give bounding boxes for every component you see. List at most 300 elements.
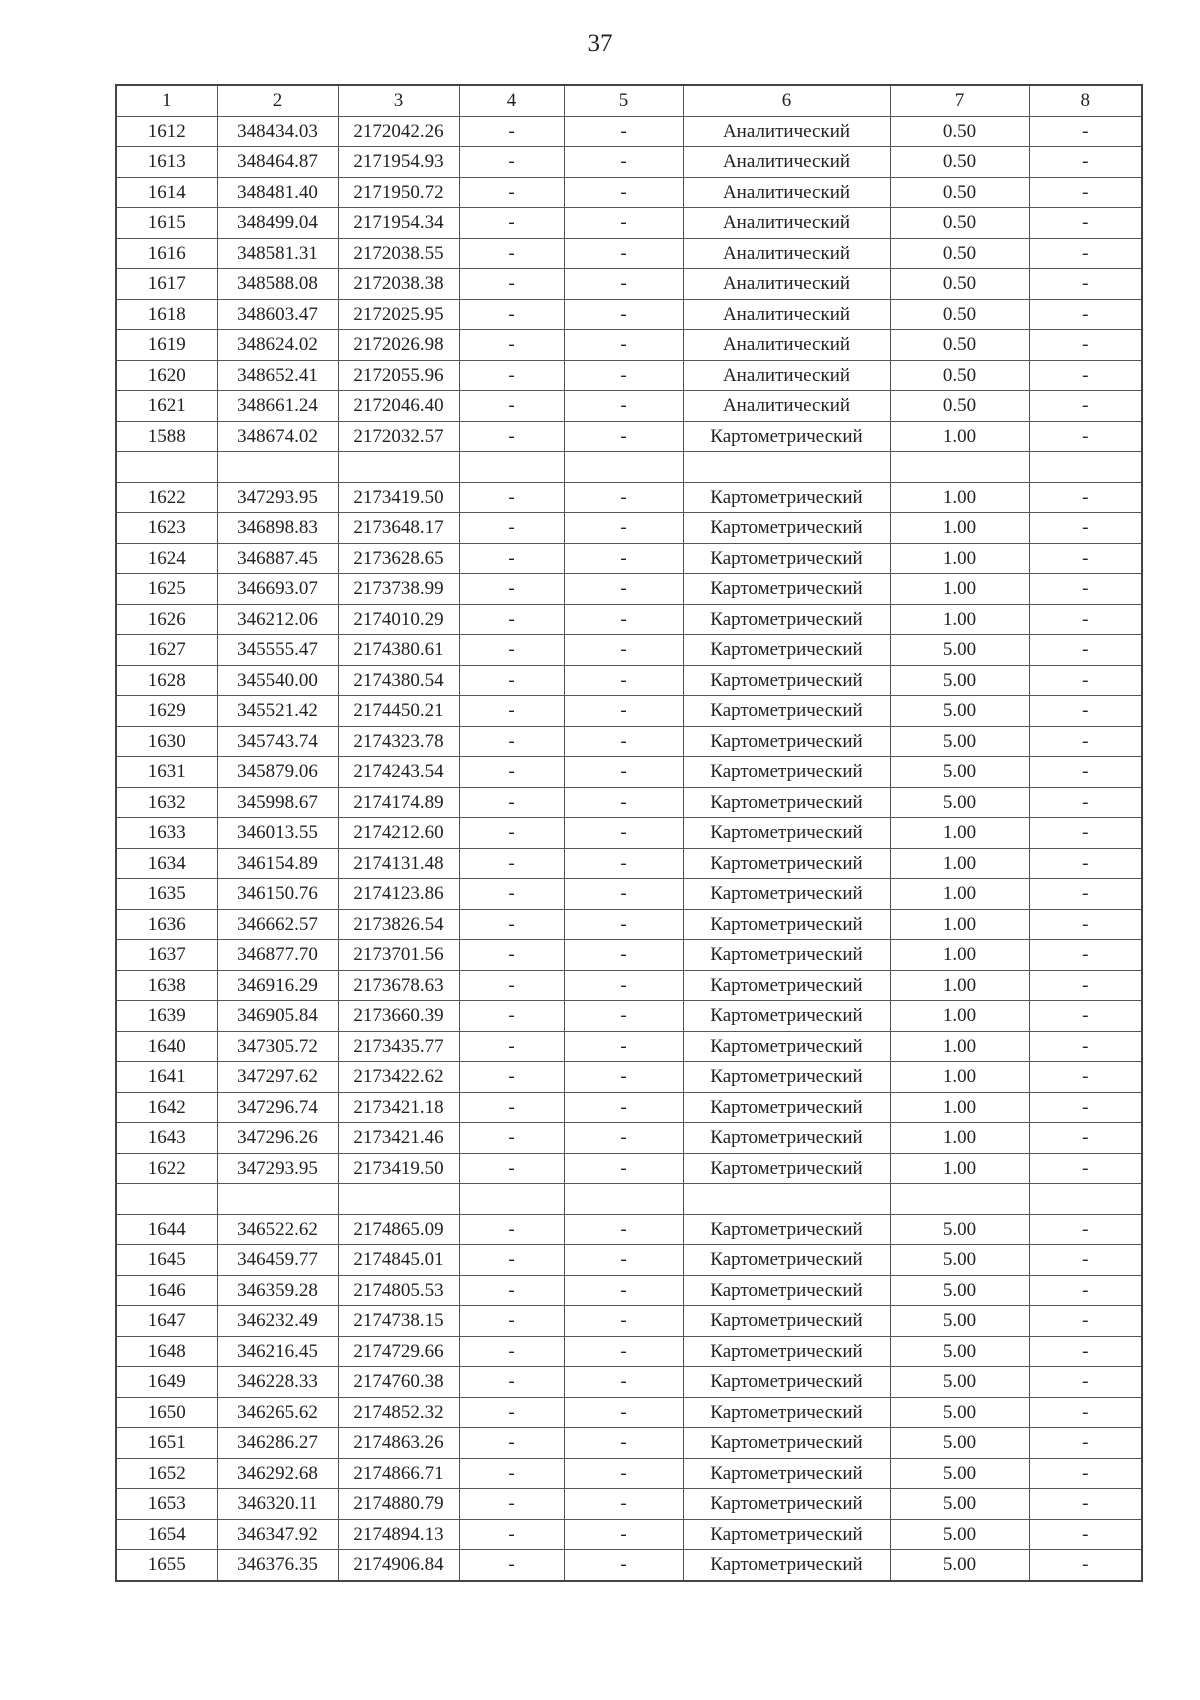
- method-cell: Картометрический: [683, 696, 890, 727]
- col-4-cell: -: [459, 1550, 564, 1581]
- col-8-cell: -: [1029, 1123, 1142, 1154]
- col-5-cell: [564, 1184, 683, 1215]
- x-coordinate-cell: 347296.26: [217, 1123, 338, 1154]
- y-coordinate-cell: 2173421.18: [338, 1092, 459, 1123]
- y-coordinate-cell: 2172038.38: [338, 269, 459, 300]
- method-cell: Аналитический: [683, 116, 890, 147]
- col-8-cell: -: [1029, 1092, 1142, 1123]
- point-number-cell: 1637: [116, 940, 217, 971]
- y-coordinate-cell: 2174010.29: [338, 604, 459, 635]
- col-5-cell: -: [564, 909, 683, 940]
- col-8-cell: -: [1029, 1458, 1142, 1489]
- point-number-cell: 1629: [116, 696, 217, 727]
- accuracy-cell: 1.00: [890, 879, 1029, 910]
- col-8-cell: -: [1029, 421, 1142, 452]
- col-4-cell: -: [459, 269, 564, 300]
- table-row: [116, 818, 1142, 849]
- x-coordinate-cell: 346320.11: [217, 1489, 338, 1520]
- col-8-cell: -: [1029, 940, 1142, 971]
- table-row: [116, 1519, 1142, 1550]
- col-5-cell: [564, 452, 683, 483]
- table-row: [116, 940, 1142, 971]
- col-5-cell: -: [564, 238, 683, 269]
- table-row: [116, 147, 1142, 178]
- x-coordinate-cell: 346905.84: [217, 1001, 338, 1032]
- point-number-cell: 1625: [116, 574, 217, 605]
- accuracy-cell: [890, 1184, 1029, 1215]
- point-number-cell: 1622: [116, 1153, 217, 1184]
- point-number-cell: 1617: [116, 269, 217, 300]
- point-number-cell: 1618: [116, 299, 217, 330]
- accuracy-cell: 5.00: [890, 1336, 1029, 1367]
- method-cell: Картометрический: [683, 1092, 890, 1123]
- accuracy-cell: 1.00: [890, 970, 1029, 1001]
- point-number-cell: 1640: [116, 1031, 217, 1062]
- x-coordinate-cell: 345540.00: [217, 665, 338, 696]
- y-coordinate-cell: 2171950.72: [338, 177, 459, 208]
- x-coordinate-cell: 347297.62: [217, 1062, 338, 1093]
- col-8-cell: -: [1029, 1275, 1142, 1306]
- col-4-cell: -: [459, 970, 564, 1001]
- accuracy-cell: 0.50: [890, 299, 1029, 330]
- accuracy-cell: 0.50: [890, 238, 1029, 269]
- point-number-cell: 1634: [116, 848, 217, 879]
- accuracy-cell: 5.00: [890, 1367, 1029, 1398]
- col-8-cell: -: [1029, 330, 1142, 361]
- accuracy-cell: 0.50: [890, 116, 1029, 147]
- col-5-cell: -: [564, 665, 683, 696]
- point-number-cell: 1624: [116, 543, 217, 574]
- point-number-cell: 1616: [116, 238, 217, 269]
- table-row: [116, 543, 1142, 574]
- x-coordinate-cell: 347293.95: [217, 482, 338, 513]
- y-coordinate-cell: 2174174.89: [338, 787, 459, 818]
- col-4-cell: -: [459, 421, 564, 452]
- table-row: [116, 848, 1142, 879]
- point-number-cell: 1635: [116, 879, 217, 910]
- col-8-cell: -: [1029, 1550, 1142, 1581]
- accuracy-cell: 5.00: [890, 1245, 1029, 1276]
- col-8-cell: -: [1029, 1031, 1142, 1062]
- y-coordinate-cell: 2173419.50: [338, 482, 459, 513]
- method-cell: Картометрический: [683, 421, 890, 452]
- col-4-cell: [459, 1184, 564, 1215]
- y-coordinate-cell: 2174805.53: [338, 1275, 459, 1306]
- point-number-cell: 1612: [116, 116, 217, 147]
- col-4-cell: -: [459, 696, 564, 727]
- col-5-cell: -: [564, 421, 683, 452]
- col-8-cell: -: [1029, 1519, 1142, 1550]
- method-cell: Картометрический: [683, 604, 890, 635]
- table-row: [116, 360, 1142, 391]
- method-cell: Аналитический: [683, 330, 890, 361]
- x-coordinate-cell: 346265.62: [217, 1397, 338, 1428]
- point-number-cell: 1650: [116, 1397, 217, 1428]
- col-4-cell: -: [459, 1001, 564, 1032]
- method-cell: Аналитический: [683, 238, 890, 269]
- col-5-cell: -: [564, 330, 683, 361]
- col-4-cell: -: [459, 757, 564, 788]
- method-cell: Аналитический: [683, 391, 890, 422]
- table-row: [116, 116, 1142, 147]
- table-row: [116, 177, 1142, 208]
- col-8-cell: -: [1029, 208, 1142, 239]
- point-number-cell: 1620: [116, 360, 217, 391]
- method-cell: [683, 1184, 890, 1215]
- method-cell: Картометрический: [683, 1306, 890, 1337]
- col-8-cell: -: [1029, 1336, 1142, 1367]
- x-coordinate-cell: 346013.55: [217, 818, 338, 849]
- x-coordinate-cell: 346232.49: [217, 1306, 338, 1337]
- col-8-cell: -: [1029, 726, 1142, 757]
- table-row: [116, 513, 1142, 544]
- col-8-cell: -: [1029, 696, 1142, 727]
- col-4-cell: -: [459, 482, 564, 513]
- x-coordinate-cell: 346216.45: [217, 1336, 338, 1367]
- x-coordinate-cell: 346286.27: [217, 1428, 338, 1459]
- x-coordinate-cell: 346212.06: [217, 604, 338, 635]
- accuracy-cell: 0.50: [890, 391, 1029, 422]
- col-8-cell: -: [1029, 513, 1142, 544]
- table-row: [116, 269, 1142, 300]
- y-coordinate-cell: 2174123.86: [338, 879, 459, 910]
- point-number-cell: 1639: [116, 1001, 217, 1032]
- x-coordinate-cell: [217, 452, 338, 483]
- y-coordinate-cell: 2173421.46: [338, 1123, 459, 1154]
- col-5-cell: -: [564, 543, 683, 574]
- accuracy-cell: [890, 452, 1029, 483]
- y-coordinate-cell: 2174760.38: [338, 1367, 459, 1398]
- x-coordinate-cell: 346887.45: [217, 543, 338, 574]
- col-5-cell: -: [564, 1519, 683, 1550]
- x-coordinate-cell: 345743.74: [217, 726, 338, 757]
- point-number-cell: 1636: [116, 909, 217, 940]
- col-5-cell: -: [564, 848, 683, 879]
- method-cell: Картометрический: [683, 635, 890, 666]
- x-coordinate-cell: 346228.33: [217, 1367, 338, 1398]
- point-number-cell: 1647: [116, 1306, 217, 1337]
- y-coordinate-cell: 2174738.15: [338, 1306, 459, 1337]
- col-8-cell: -: [1029, 1306, 1142, 1337]
- col-8-cell: -: [1029, 177, 1142, 208]
- method-cell: Картометрический: [683, 848, 890, 879]
- col-5-cell: -: [564, 299, 683, 330]
- table-row: [116, 1550, 1142, 1581]
- y-coordinate-cell: 2173660.39: [338, 1001, 459, 1032]
- col-4-cell: -: [459, 330, 564, 361]
- x-coordinate-cell: 348481.40: [217, 177, 338, 208]
- y-coordinate-cell: 2174323.78: [338, 726, 459, 757]
- col-5-cell: -: [564, 1031, 683, 1062]
- y-coordinate-cell: 2171954.93: [338, 147, 459, 178]
- col-8-cell: -: [1029, 238, 1142, 269]
- col-5-cell: -: [564, 1306, 683, 1337]
- method-cell: Картометрический: [683, 879, 890, 910]
- table-row: [116, 604, 1142, 635]
- col-5-cell: -: [564, 147, 683, 178]
- y-coordinate-cell: 2172032.57: [338, 421, 459, 452]
- point-number-cell: 1628: [116, 665, 217, 696]
- y-coordinate-cell: [338, 1184, 459, 1215]
- y-coordinate-cell: 2173435.77: [338, 1031, 459, 1062]
- accuracy-cell: 1.00: [890, 940, 1029, 971]
- y-coordinate-cell: 2172026.98: [338, 330, 459, 361]
- table-row: [116, 1275, 1142, 1306]
- x-coordinate-cell: 348624.02: [217, 330, 338, 361]
- table-row: [116, 1397, 1142, 1428]
- x-coordinate-cell: 348661.24: [217, 391, 338, 422]
- method-cell: Картометрический: [683, 665, 890, 696]
- col-4-cell: -: [459, 818, 564, 849]
- accuracy-cell: 0.50: [890, 360, 1029, 391]
- table-row-separator: [116, 452, 1142, 483]
- coordinates-table: [115, 84, 1143, 1582]
- method-cell: Аналитический: [683, 147, 890, 178]
- column-header-2: 2: [217, 85, 338, 116]
- method-cell: Картометрический: [683, 482, 890, 513]
- method-cell: Картометрический: [683, 1153, 890, 1184]
- x-coordinate-cell: 348588.08: [217, 269, 338, 300]
- method-cell: Картометрический: [683, 1519, 890, 1550]
- method-cell: Аналитический: [683, 177, 890, 208]
- point-number-cell: 1615: [116, 208, 217, 239]
- col-5-cell: -: [564, 1092, 683, 1123]
- col-5-cell: -: [564, 970, 683, 1001]
- point-number-cell: 1655: [116, 1550, 217, 1581]
- col-4-cell: -: [459, 1062, 564, 1093]
- col-4-cell: -: [459, 177, 564, 208]
- col-5-cell: -: [564, 1062, 683, 1093]
- column-header-7: 7: [890, 85, 1029, 116]
- accuracy-cell: 1.00: [890, 574, 1029, 605]
- accuracy-cell: 0.50: [890, 330, 1029, 361]
- col-8-cell: -: [1029, 665, 1142, 696]
- table-body: [116, 85, 1142, 1581]
- accuracy-cell: 1.00: [890, 482, 1029, 513]
- table-row: [116, 1153, 1142, 1184]
- y-coordinate-cell: 2173419.50: [338, 1153, 459, 1184]
- method-cell: Картометрический: [683, 1062, 890, 1093]
- table-row: [116, 482, 1142, 513]
- x-coordinate-cell: 346693.07: [217, 574, 338, 605]
- y-coordinate-cell: 2172038.55: [338, 238, 459, 269]
- y-coordinate-cell: 2174880.79: [338, 1489, 459, 1520]
- col-4-cell: -: [459, 574, 564, 605]
- x-coordinate-cell: 345521.42: [217, 696, 338, 727]
- column-header-1: 1: [116, 85, 217, 116]
- col-8-cell: -: [1029, 879, 1142, 910]
- table-row: [116, 1001, 1142, 1032]
- col-8-cell: -: [1029, 1489, 1142, 1520]
- col-8-cell: -: [1029, 757, 1142, 788]
- x-coordinate-cell: 347296.74: [217, 1092, 338, 1123]
- x-coordinate-cell: 346877.70: [217, 940, 338, 971]
- col-4-cell: -: [459, 604, 564, 635]
- col-4-cell: -: [459, 1336, 564, 1367]
- col-8-cell: -: [1029, 787, 1142, 818]
- column-header-6: 6: [683, 85, 890, 116]
- table-row: [116, 696, 1142, 727]
- table-row: [116, 238, 1142, 269]
- table-header-row: [116, 85, 1142, 116]
- col-4-cell: -: [459, 1092, 564, 1123]
- y-coordinate-cell: 2173701.56: [338, 940, 459, 971]
- col-4-cell: -: [459, 909, 564, 940]
- point-number-cell: 1623: [116, 513, 217, 544]
- table-row: [116, 299, 1142, 330]
- y-coordinate-cell: 2174906.84: [338, 1550, 459, 1581]
- col-8-cell: -: [1029, 574, 1142, 605]
- accuracy-cell: 0.50: [890, 269, 1029, 300]
- x-coordinate-cell: 348652.41: [217, 360, 338, 391]
- x-coordinate-cell: 346150.76: [217, 879, 338, 910]
- col-8-cell: -: [1029, 543, 1142, 574]
- point-number-cell: 1622: [116, 482, 217, 513]
- table-row: [116, 1489, 1142, 1520]
- col-5-cell: -: [564, 360, 683, 391]
- accuracy-cell: 5.00: [890, 787, 1029, 818]
- col-8-cell: -: [1029, 269, 1142, 300]
- method-cell: Аналитический: [683, 299, 890, 330]
- col-8-cell: -: [1029, 1062, 1142, 1093]
- table-row: [116, 1458, 1142, 1489]
- col-8-cell: -: [1029, 848, 1142, 879]
- col-4-cell: -: [459, 116, 564, 147]
- y-coordinate-cell: 2174845.01: [338, 1245, 459, 1276]
- method-cell: Картометрический: [683, 513, 890, 544]
- y-coordinate-cell: 2174243.54: [338, 757, 459, 788]
- point-number-cell: 1646: [116, 1275, 217, 1306]
- col-5-cell: -: [564, 116, 683, 147]
- y-coordinate-cell: 2174863.26: [338, 1428, 459, 1459]
- col-8-cell: -: [1029, 147, 1142, 178]
- table-row: [116, 1031, 1142, 1062]
- y-coordinate-cell: 2173628.65: [338, 543, 459, 574]
- table-row: [116, 909, 1142, 940]
- col-4-cell: -: [459, 238, 564, 269]
- point-number-cell: 1614: [116, 177, 217, 208]
- col-4-cell: -: [459, 147, 564, 178]
- col-5-cell: -: [564, 696, 683, 727]
- x-coordinate-cell: 346662.57: [217, 909, 338, 940]
- col-4-cell: -: [459, 879, 564, 910]
- accuracy-cell: 5.00: [890, 1306, 1029, 1337]
- col-5-cell: -: [564, 1336, 683, 1367]
- point-number-cell: 1588: [116, 421, 217, 452]
- col-5-cell: -: [564, 940, 683, 971]
- table-row: [116, 330, 1142, 361]
- x-coordinate-cell: 347293.95: [217, 1153, 338, 1184]
- column-header-4: 4: [459, 85, 564, 116]
- col-8-cell: -: [1029, 482, 1142, 513]
- table-row: [116, 574, 1142, 605]
- accuracy-cell: 5.00: [890, 1214, 1029, 1245]
- method-cell: Картометрический: [683, 1245, 890, 1276]
- col-4-cell: -: [459, 726, 564, 757]
- col-4-cell: -: [459, 1458, 564, 1489]
- point-number-cell: 1645: [116, 1245, 217, 1276]
- col-4-cell: -: [459, 208, 564, 239]
- point-number-cell: 1653: [116, 1489, 217, 1520]
- y-coordinate-cell: 2174380.61: [338, 635, 459, 666]
- point-number-cell: 1642: [116, 1092, 217, 1123]
- y-coordinate-cell: 2173826.54: [338, 909, 459, 940]
- y-coordinate-cell: 2172055.96: [338, 360, 459, 391]
- col-5-cell: -: [564, 604, 683, 635]
- x-coordinate-cell: 348581.31: [217, 238, 338, 269]
- method-cell: Картометрический: [683, 1367, 890, 1398]
- col-4-cell: -: [459, 940, 564, 971]
- point-number-cell: 1652: [116, 1458, 217, 1489]
- point-number-cell: 1648: [116, 1336, 217, 1367]
- col-5-cell: -: [564, 177, 683, 208]
- point-number-cell: 1619: [116, 330, 217, 361]
- col-5-cell: -: [564, 635, 683, 666]
- col-4-cell: -: [459, 1031, 564, 1062]
- point-number-cell: 1633: [116, 818, 217, 849]
- accuracy-cell: 5.00: [890, 757, 1029, 788]
- col-4-cell: -: [459, 665, 564, 696]
- accuracy-cell: 1.00: [890, 421, 1029, 452]
- x-coordinate-cell: 348499.04: [217, 208, 338, 239]
- col-5-cell: -: [564, 1001, 683, 1032]
- x-coordinate-cell: 346154.89: [217, 848, 338, 879]
- method-cell: Аналитический: [683, 269, 890, 300]
- col-8-cell: -: [1029, 1001, 1142, 1032]
- table-row: [116, 1062, 1142, 1093]
- accuracy-cell: 1.00: [890, 818, 1029, 849]
- method-cell: [683, 452, 890, 483]
- method-cell: Картометрический: [683, 818, 890, 849]
- point-number-cell: 1654: [116, 1519, 217, 1550]
- col-4-cell: -: [459, 360, 564, 391]
- y-coordinate-cell: 2174131.48: [338, 848, 459, 879]
- col-4-cell: -: [459, 1519, 564, 1550]
- col-8-cell: -: [1029, 1245, 1142, 1276]
- y-coordinate-cell: 2172025.95: [338, 299, 459, 330]
- table-row: [116, 1367, 1142, 1398]
- point-number-cell: 1621: [116, 391, 217, 422]
- col-4-cell: -: [459, 1489, 564, 1520]
- accuracy-cell: 1.00: [890, 513, 1029, 544]
- point-number-cell: 1649: [116, 1367, 217, 1398]
- table-row: [116, 726, 1142, 757]
- col-8-cell: -: [1029, 391, 1142, 422]
- table-row: [116, 208, 1142, 239]
- table-row: [116, 1428, 1142, 1459]
- x-coordinate-cell: 346292.68: [217, 1458, 338, 1489]
- x-coordinate-cell: [217, 1184, 338, 1215]
- col-5-cell: -: [564, 1275, 683, 1306]
- col-5-cell: -: [564, 1153, 683, 1184]
- table-row: [116, 787, 1142, 818]
- table-row: [116, 1306, 1142, 1337]
- col-4-cell: -: [459, 1245, 564, 1276]
- point-number-cell: 1643: [116, 1123, 217, 1154]
- x-coordinate-cell: 348674.02: [217, 421, 338, 452]
- col-8-cell: -: [1029, 970, 1142, 1001]
- y-coordinate-cell: 2172042.26: [338, 116, 459, 147]
- col-8-cell: -: [1029, 1214, 1142, 1245]
- method-cell: Картометрический: [683, 1336, 890, 1367]
- y-coordinate-cell: 2174865.09: [338, 1214, 459, 1245]
- col-8-cell: -: [1029, 116, 1142, 147]
- col-4-cell: -: [459, 299, 564, 330]
- col-8-cell: -: [1029, 818, 1142, 849]
- table-row-separator: [116, 1184, 1142, 1215]
- col-5-cell: -: [564, 391, 683, 422]
- col-4-cell: -: [459, 513, 564, 544]
